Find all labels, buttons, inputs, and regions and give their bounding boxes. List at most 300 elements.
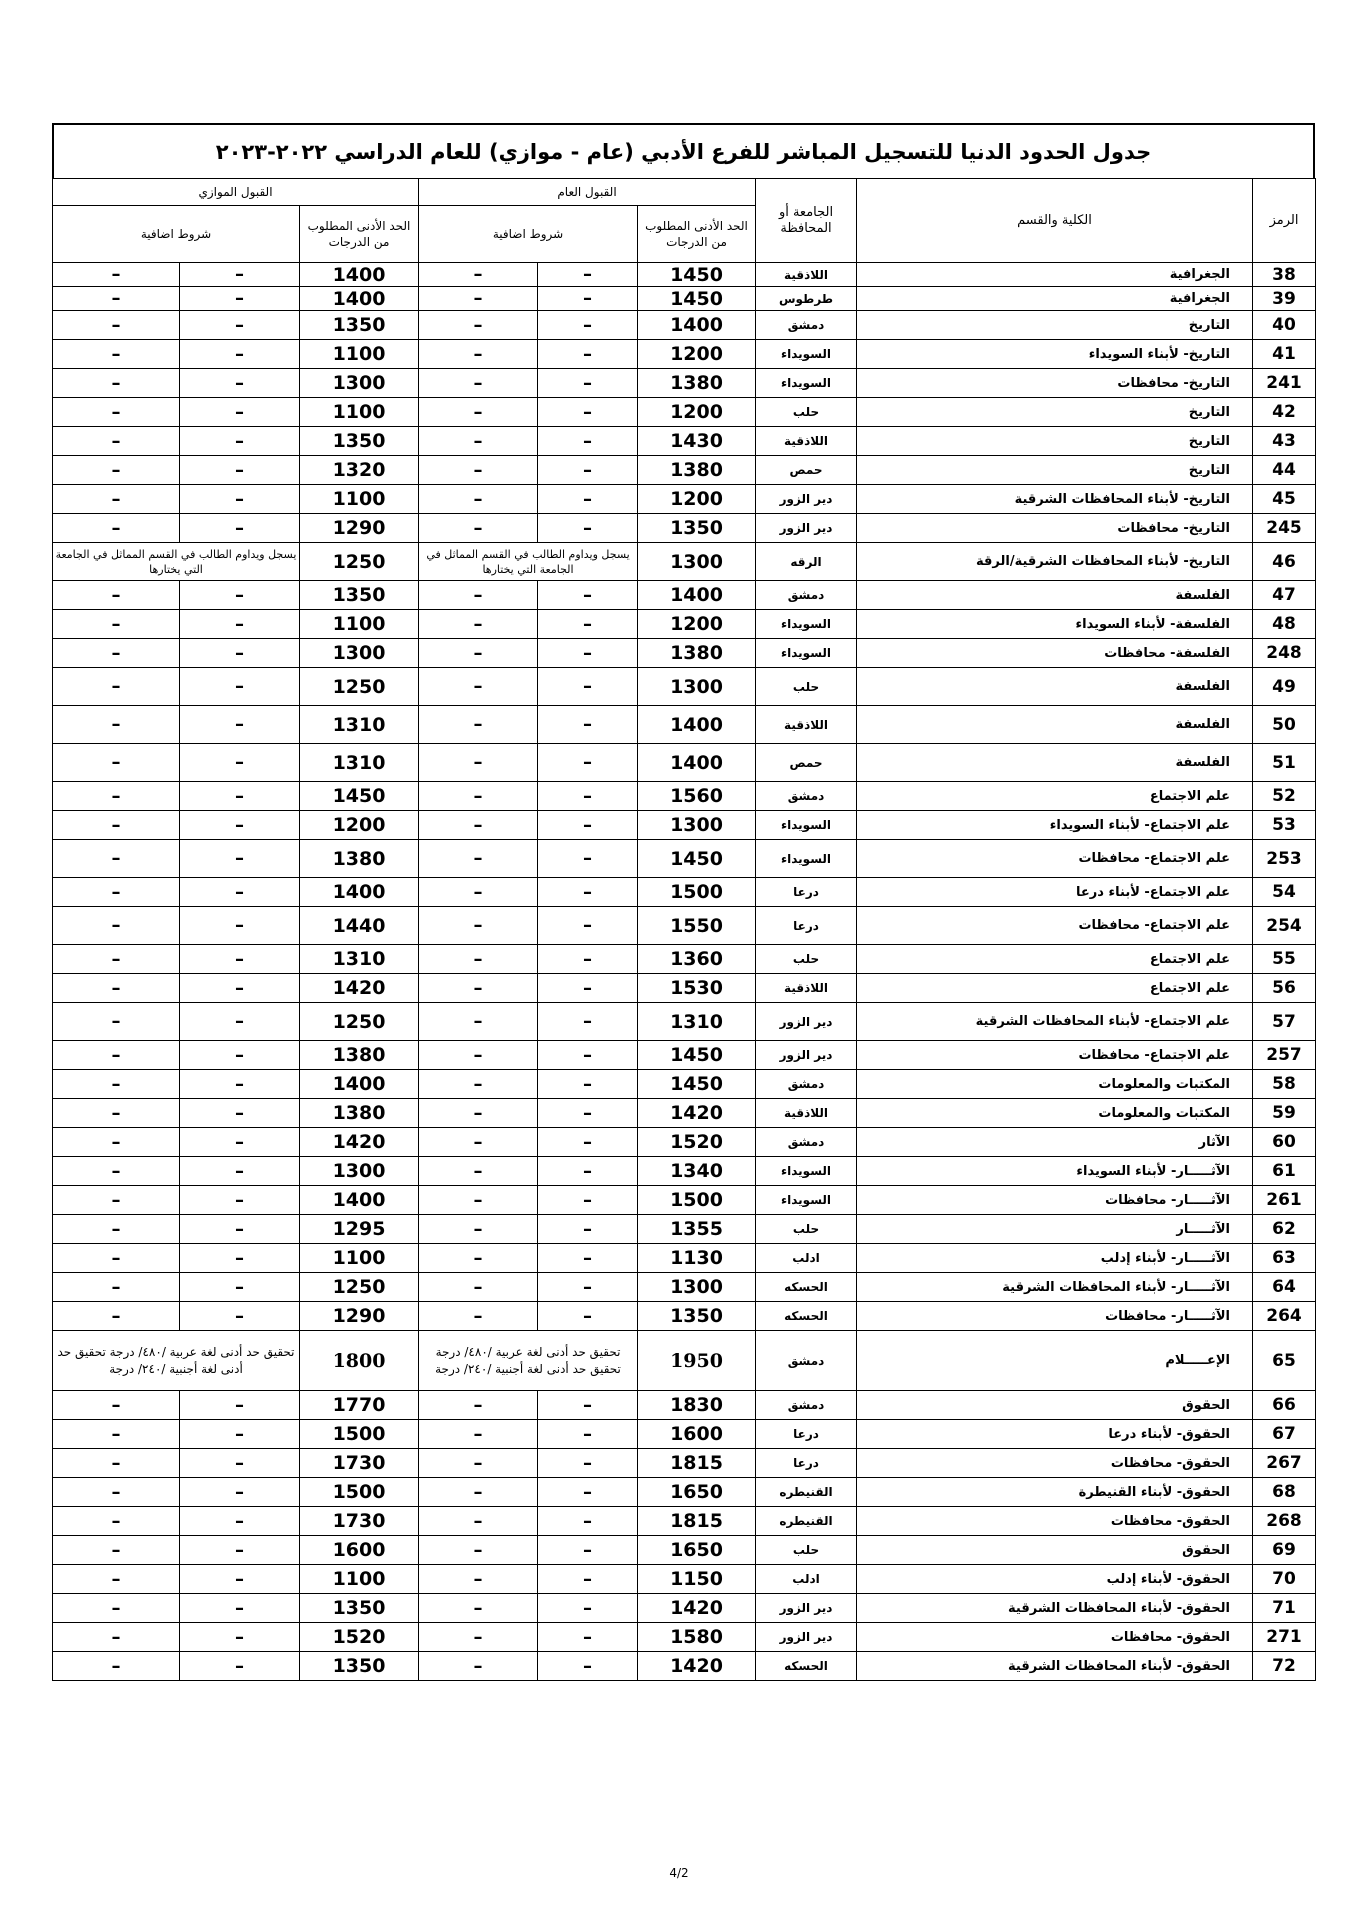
row-parallel-condition: – (180, 1652, 300, 1681)
row-general-min-score: 1520 (638, 1128, 756, 1157)
row-faculty: التاريخ- لأبناء المحافظات الشرقية/الرقة (857, 543, 1253, 581)
page-number: 4/2 (669, 1866, 689, 1880)
row-general-condition: – (538, 340, 638, 369)
header-parallel-conditions: شروط اضافية (53, 206, 300, 263)
row-parallel-min-score: 1300 (300, 639, 419, 668)
row-code: 61 (1253, 1157, 1316, 1186)
table-body (53, 263, 1316, 1681)
row-parallel-condition: – (180, 485, 300, 514)
row-code: 47 (1253, 581, 1316, 610)
row-parallel-condition: – (180, 878, 300, 907)
table-row (53, 1099, 1316, 1128)
row-general-condition: – (538, 427, 638, 456)
row-code: 49 (1253, 668, 1316, 706)
row-general-min-score: 1380 (638, 369, 756, 398)
row-university: السويداء (756, 1157, 857, 1186)
row-university: حمص (756, 456, 857, 485)
row-university: السويداء (756, 639, 857, 668)
row-code: 39 (1253, 287, 1316, 311)
row-code: 271 (1253, 1623, 1316, 1652)
table-row (53, 945, 1316, 974)
row-parallel-min-score: 1300 (300, 369, 419, 398)
row-general-condition: – (538, 610, 638, 639)
row-general-min-score: 1815 (638, 1507, 756, 1536)
row-general-condition: – (538, 907, 638, 945)
row-parallel-min-score: 1100 (300, 485, 419, 514)
row-code: 58 (1253, 1070, 1316, 1099)
row-faculty: علم الاجتماع (857, 974, 1253, 1003)
row-faculty: علم الاجتماع- محافظات (857, 840, 1253, 878)
row-general-condition: – (419, 1186, 538, 1215)
row-parallel-min-score: 1310 (300, 744, 419, 782)
header-faculty: الكلية والقسم (857, 179, 1253, 263)
row-faculty: الفلسفة (857, 581, 1253, 610)
row-parallel-min-score: 1250 (300, 1273, 419, 1302)
row-university: القنيطره (756, 1507, 857, 1536)
row-faculty: الحقوق- محافظات (857, 1449, 1253, 1478)
row-parallel-condition: – (53, 1302, 180, 1331)
row-general-min-score: 1500 (638, 1186, 756, 1215)
row-parallel-min-score: 1100 (300, 610, 419, 639)
row-parallel-min-score: 1250 (300, 543, 419, 581)
table-row (53, 1391, 1316, 1420)
row-parallel-min-score: 1350 (300, 311, 419, 340)
row-general-min-score: 1340 (638, 1157, 756, 1186)
row-faculty: الفلسفة- لأبناء السويداء (857, 610, 1253, 639)
row-university: اللاذقية (756, 974, 857, 1003)
row-university: درعا (756, 907, 857, 945)
header-general-conditions: شروط اضافية (419, 206, 638, 263)
row-general-condition: – (538, 311, 638, 340)
row-faculty: الآثار (857, 1128, 1253, 1157)
row-parallel-min-score: 1250 (300, 1003, 419, 1041)
row-general-min-score: 1580 (638, 1623, 756, 1652)
row-parallel-condition: – (53, 610, 180, 639)
row-parallel-condition: – (180, 1536, 300, 1565)
row-parallel-min-score: 1420 (300, 1128, 419, 1157)
table-row (53, 1302, 1316, 1331)
row-university: السويداء (756, 840, 857, 878)
row-general-min-score: 1130 (638, 1244, 756, 1273)
row-general-condition: – (538, 398, 638, 427)
row-code: 268 (1253, 1507, 1316, 1536)
row-general-condition: – (538, 1565, 638, 1594)
row-university: دير الزور (756, 1594, 857, 1623)
row-parallel-condition: – (180, 907, 300, 945)
row-parallel-condition: – (53, 456, 180, 485)
row-code: 70 (1253, 1565, 1316, 1594)
row-general-min-score: 1450 (638, 263, 756, 287)
row-code: 48 (1253, 610, 1316, 639)
row-parallel-condition: – (180, 398, 300, 427)
row-university: الحسكه (756, 1302, 857, 1331)
row-faculty: التاريخ- لأبناء المحافظات الشرقية (857, 485, 1253, 514)
table-row (53, 427, 1316, 456)
row-parallel-min-score: 1100 (300, 1244, 419, 1273)
row-general-condition: – (538, 1070, 638, 1099)
row-code: 55 (1253, 945, 1316, 974)
row-university: السويداء (756, 340, 857, 369)
row-parallel-condition: – (180, 581, 300, 610)
row-code: 59 (1253, 1099, 1316, 1128)
row-parallel-condition: – (180, 744, 300, 782)
row-general-condition: – (538, 1099, 638, 1128)
row-general-min-score: 1350 (638, 514, 756, 543)
row-general-min-score: 1450 (638, 1070, 756, 1099)
row-general-condition: – (419, 287, 538, 311)
table-row (53, 1478, 1316, 1507)
row-parallel-condition: – (53, 1420, 180, 1449)
row-code: 64 (1253, 1273, 1316, 1302)
row-parallel-condition: – (53, 668, 180, 706)
row-parallel-min-score: 1200 (300, 811, 419, 840)
row-parallel-min-score: 1730 (300, 1449, 419, 1478)
row-parallel-condition: – (180, 782, 300, 811)
row-code: 44 (1253, 456, 1316, 485)
row-parallel-condition: – (180, 706, 300, 744)
row-code: 254 (1253, 907, 1316, 945)
row-general-condition: – (538, 1302, 638, 1331)
row-faculty: الحقوق (857, 1536, 1253, 1565)
row-general-condition: – (538, 1244, 638, 1273)
row-general-min-score: 1355 (638, 1215, 756, 1244)
row-faculty: الآثـــــار- لأبناء السويداء (857, 1157, 1253, 1186)
row-general-min-score: 1310 (638, 1003, 756, 1041)
row-general-condition: – (419, 398, 538, 427)
row-general-condition: – (419, 1157, 538, 1186)
row-parallel-condition: – (53, 1157, 180, 1186)
row-general-condition: – (538, 639, 638, 668)
row-parallel-min-score: 1380 (300, 1099, 419, 1128)
row-code: 63 (1253, 1244, 1316, 1273)
row-general-min-score: 1300 (638, 1273, 756, 1302)
row-general-min-score: 1380 (638, 639, 756, 668)
row-parallel-condition: – (180, 340, 300, 369)
admission-table-sheet (52, 123, 1315, 1681)
row-code: 241 (1253, 369, 1316, 398)
row-general-condition: – (419, 485, 538, 514)
row-university: دمشق (756, 782, 857, 811)
row-faculty: الحقوق- لأبناء المحافظات الشرقية (857, 1652, 1253, 1681)
header-code: الرمز (1253, 179, 1316, 263)
row-parallel-condition: – (53, 1391, 180, 1420)
row-university: السويداء (756, 1186, 857, 1215)
row-faculty: التاريخ- محافظات (857, 369, 1253, 398)
row-parallel-condition: – (53, 1003, 180, 1041)
header-general-min-score: الحد الأدنى المطلوب من الدرجات (638, 206, 756, 263)
row-parallel-condition: – (180, 1478, 300, 1507)
row-general-min-score: 1650 (638, 1536, 756, 1565)
row-faculty: الجغرافية (857, 287, 1253, 311)
table-row (53, 639, 1316, 668)
row-university: ادلب (756, 1244, 857, 1273)
row-faculty: الآثـــــار- لأبناء المحافظات الشرقية (857, 1273, 1253, 1302)
row-parallel-condition: – (180, 263, 300, 287)
table-row (53, 456, 1316, 485)
row-university: حمص (756, 744, 857, 782)
row-parallel-min-score: 1600 (300, 1536, 419, 1565)
row-code: 52 (1253, 782, 1316, 811)
row-general-min-score: 1530 (638, 974, 756, 1003)
row-code: 41 (1253, 340, 1316, 369)
row-faculty: علم الاجتماع- محافظات (857, 1041, 1253, 1070)
row-parallel-condition: – (53, 811, 180, 840)
table-row (53, 1128, 1316, 1157)
row-general-condition: – (538, 581, 638, 610)
table-row (53, 1652, 1316, 1681)
row-university: اللاذقية (756, 706, 857, 744)
table-row (53, 485, 1316, 514)
row-general-condition: – (538, 1273, 638, 1302)
row-parallel-condition: – (180, 1003, 300, 1041)
row-parallel-min-score: 1400 (300, 1070, 419, 1099)
row-general-condition: – (538, 1623, 638, 1652)
row-faculty: الآثـــــار (857, 1215, 1253, 1244)
row-parallel-condition: – (53, 398, 180, 427)
row-code: 253 (1253, 840, 1316, 878)
row-code: 72 (1253, 1652, 1316, 1681)
row-general-condition: – (419, 668, 538, 706)
row-general-condition: – (538, 1186, 638, 1215)
table-row (53, 1623, 1316, 1652)
row-general-condition: – (419, 1273, 538, 1302)
row-parallel-conditions-note: تحقيق حد أدنى لغة عربية /٤٨٠/ درجة تحقيق حد أدنى لغة أجنبية /٢٤٠/ درجة (53, 1331, 300, 1391)
row-general-condition: – (419, 1391, 538, 1420)
row-general-condition: – (419, 840, 538, 878)
row-faculty: الفلسفة (857, 668, 1253, 706)
row-parallel-conditions-note: يسجل ويداوم الطالب في القسم المماثل في الجامعة التي يختارها (53, 543, 300, 581)
row-parallel-condition: – (180, 840, 300, 878)
row-parallel-min-score: 1290 (300, 514, 419, 543)
header-university: الجامعة أو المحافظة (756, 179, 857, 263)
row-general-condition: – (419, 744, 538, 782)
row-faculty: الحقوق- لأبناء القنيطرة (857, 1478, 1253, 1507)
row-parallel-condition: – (53, 907, 180, 945)
row-general-min-score: 1650 (638, 1478, 756, 1507)
row-general-min-score: 1420 (638, 1594, 756, 1623)
row-university: حلب (756, 945, 857, 974)
row-general-min-score: 1360 (638, 945, 756, 974)
row-parallel-condition: – (180, 610, 300, 639)
row-parallel-condition: – (53, 945, 180, 974)
table-row (53, 1041, 1316, 1070)
table-row (53, 1003, 1316, 1041)
row-code: 261 (1253, 1186, 1316, 1215)
row-faculty: التاريخ- لأبناء السويداء (857, 340, 1253, 369)
row-general-condition: – (538, 514, 638, 543)
row-parallel-min-score: 1250 (300, 668, 419, 706)
row-general-min-score: 1450 (638, 287, 756, 311)
row-faculty: التاريخ (857, 398, 1253, 427)
row-parallel-condition: – (180, 1302, 300, 1331)
row-general-condition: – (538, 1003, 638, 1041)
table-row (53, 1244, 1316, 1273)
row-general-condition: – (538, 1478, 638, 1507)
row-parallel-condition: – (180, 514, 300, 543)
row-university: درعا (756, 1449, 857, 1478)
table-row (53, 1070, 1316, 1099)
table-row (53, 369, 1316, 398)
row-code: 62 (1253, 1215, 1316, 1244)
row-parallel-condition: – (180, 668, 300, 706)
row-faculty: المكتبات والمعلومات (857, 1070, 1253, 1099)
row-general-condition: – (538, 1420, 638, 1449)
row-parallel-condition: – (53, 878, 180, 907)
row-general-min-score: 1830 (638, 1391, 756, 1420)
row-parallel-condition: – (53, 1128, 180, 1157)
row-general-condition: – (538, 1594, 638, 1623)
table-row (53, 1215, 1316, 1244)
row-parallel-condition: – (180, 1186, 300, 1215)
row-university: السويداء (756, 811, 857, 840)
row-parallel-min-score: 1520 (300, 1623, 419, 1652)
row-faculty: الحقوق (857, 1391, 1253, 1420)
row-code: 267 (1253, 1449, 1316, 1478)
row-parallel-condition: – (180, 1420, 300, 1449)
row-general-condition: – (419, 581, 538, 610)
row-faculty: المكتبات والمعلومات (857, 1099, 1253, 1128)
row-parallel-condition: – (53, 706, 180, 744)
row-university: دمشق (756, 1331, 857, 1391)
row-parallel-condition: – (180, 1099, 300, 1128)
table-row (53, 907, 1316, 945)
row-faculty: التاريخ (857, 456, 1253, 485)
row-general-condition: – (419, 639, 538, 668)
row-general-condition: – (419, 610, 538, 639)
row-university: دير الزور (756, 514, 857, 543)
row-parallel-condition: – (180, 1070, 300, 1099)
row-faculty: الفلسفة (857, 744, 1253, 782)
row-parallel-min-score: 1420 (300, 974, 419, 1003)
row-parallel-condition: – (53, 974, 180, 1003)
row-parallel-min-score: 1450 (300, 782, 419, 811)
row-parallel-min-score: 1350 (300, 1652, 419, 1681)
row-general-condition: – (419, 263, 538, 287)
row-parallel-condition: – (53, 514, 180, 543)
row-university: اللاذقية (756, 263, 857, 287)
row-parallel-condition: – (53, 1099, 180, 1128)
table-row (53, 311, 1316, 340)
row-general-min-score: 1300 (638, 811, 756, 840)
row-general-condition: – (419, 369, 538, 398)
row-parallel-condition: – (53, 1273, 180, 1302)
row-general-min-score: 1200 (638, 398, 756, 427)
row-code: 245 (1253, 514, 1316, 543)
row-general-condition: – (419, 456, 538, 485)
row-parallel-min-score: 1290 (300, 1302, 419, 1331)
table-row (53, 1273, 1316, 1302)
row-general-condition: – (419, 1449, 538, 1478)
row-general-condition: – (538, 456, 638, 485)
row-faculty: الإعـــــلام (857, 1331, 1253, 1391)
row-general-condition: – (538, 945, 638, 974)
table-row (53, 1507, 1316, 1536)
table-row (53, 744, 1316, 782)
row-code: 248 (1253, 639, 1316, 668)
row-code: 45 (1253, 485, 1316, 514)
row-general-condition: – (538, 1157, 638, 1186)
row-parallel-condition: – (53, 639, 180, 668)
row-general-condition: – (538, 287, 638, 311)
row-code: 257 (1253, 1041, 1316, 1070)
row-parallel-condition: – (53, 581, 180, 610)
row-general-condition: – (419, 1623, 538, 1652)
row-university: السويداء (756, 610, 857, 639)
row-parallel-condition: – (180, 1128, 300, 1157)
row-parallel-condition: – (180, 456, 300, 485)
table-row (53, 1565, 1316, 1594)
row-general-condition: – (538, 369, 638, 398)
table-row (53, 581, 1316, 610)
row-parallel-condition: – (53, 1652, 180, 1681)
row-parallel-condition: – (53, 263, 180, 287)
row-parallel-min-score: 1400 (300, 263, 419, 287)
row-code: 43 (1253, 427, 1316, 456)
row-code: 67 (1253, 1420, 1316, 1449)
table-row (53, 263, 1316, 287)
row-university: طرطوس (756, 287, 857, 311)
row-parallel-min-score: 1380 (300, 840, 419, 878)
row-parallel-condition: – (180, 311, 300, 340)
row-general-condition: – (419, 1594, 538, 1623)
row-parallel-min-score: 1295 (300, 1215, 419, 1244)
row-code: 54 (1253, 878, 1316, 907)
row-general-condition: – (538, 1449, 638, 1478)
row-parallel-condition: – (53, 1478, 180, 1507)
table-row (53, 1331, 1316, 1391)
row-general-condition: – (538, 840, 638, 878)
row-general-condition: – (419, 878, 538, 907)
row-parallel-condition: – (180, 1565, 300, 1594)
row-general-condition: – (419, 1128, 538, 1157)
row-parallel-condition: – (180, 369, 300, 398)
row-university: حلب (756, 1536, 857, 1565)
row-parallel-condition: – (53, 427, 180, 456)
row-general-min-score: 1430 (638, 427, 756, 456)
row-faculty: الفلسفة (857, 706, 1253, 744)
row-general-condition: – (538, 263, 638, 287)
row-code: 68 (1253, 1478, 1316, 1507)
row-code: 60 (1253, 1128, 1316, 1157)
row-general-min-score: 1420 (638, 1652, 756, 1681)
row-parallel-min-score: 1350 (300, 1594, 419, 1623)
table-row (53, 1157, 1316, 1186)
row-parallel-condition: – (180, 1449, 300, 1478)
row-parallel-condition: – (53, 1041, 180, 1070)
row-faculty: علم الاجتماع- محافظات (857, 907, 1253, 945)
row-general-condition: – (419, 907, 538, 945)
row-general-min-score: 1950 (638, 1331, 756, 1391)
row-general-conditions-note: يسجل ويداوم الطالب في القسم المماثل في الجامعة التي يختارها (419, 543, 638, 581)
row-faculty: علم الاجتماع- لأبناء السويداء (857, 811, 1253, 840)
row-general-min-score: 1450 (638, 1041, 756, 1070)
row-faculty: الآثـــــار- محافظات (857, 1302, 1253, 1331)
row-general-min-score: 1150 (638, 1565, 756, 1594)
row-parallel-condition: – (53, 744, 180, 782)
row-parallel-condition: – (53, 1070, 180, 1099)
table-row (53, 1449, 1316, 1478)
row-parallel-condition: – (53, 1215, 180, 1244)
row-faculty: الآثـــــار- محافظات (857, 1186, 1253, 1215)
row-parallel-min-score: 1800 (300, 1331, 419, 1391)
row-general-condition: – (419, 340, 538, 369)
row-university: حلب (756, 1215, 857, 1244)
row-parallel-min-score: 1100 (300, 1565, 419, 1594)
row-code: 69 (1253, 1536, 1316, 1565)
row-parallel-condition: – (53, 1244, 180, 1273)
row-parallel-condition: – (53, 1623, 180, 1652)
row-code: 66 (1253, 1391, 1316, 1420)
